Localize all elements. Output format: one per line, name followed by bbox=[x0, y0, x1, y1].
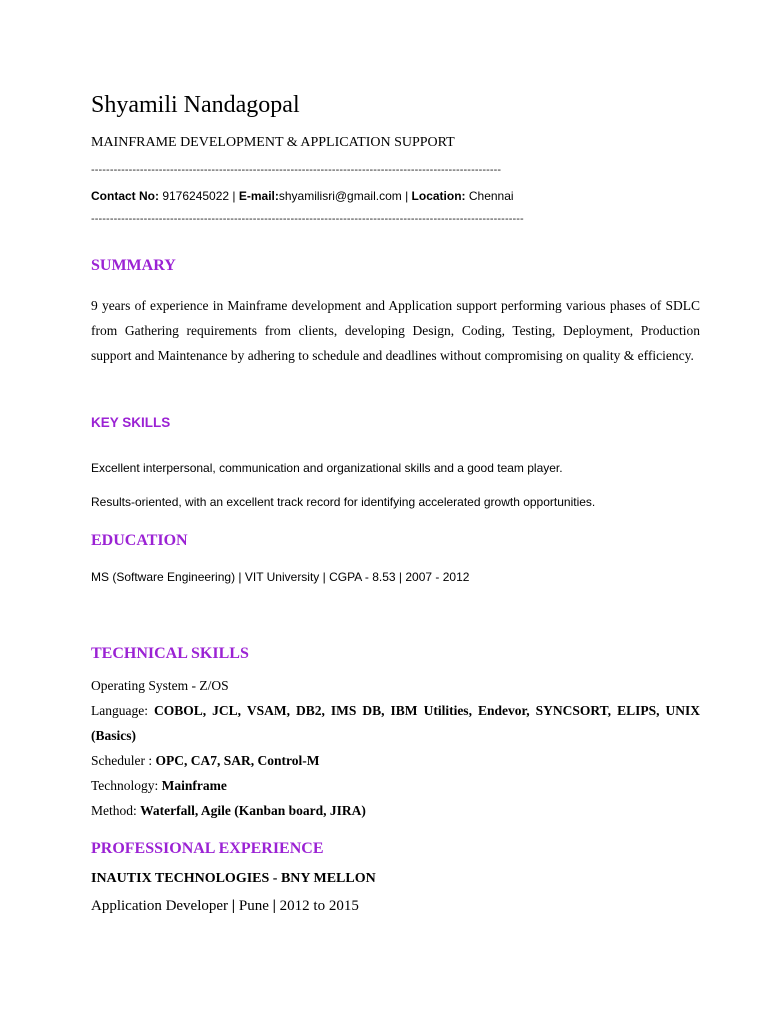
education-entry: MS (Software Engineering) | VIT University | CGPA - 8.53 | 2007 - 2012 bbox=[91, 570, 470, 584]
professional-experience-heading: PROFESSIONAL EXPERIENCE bbox=[91, 840, 324, 857]
company-name: INAUTIX TECHNOLOGIES - BNY MELLON bbox=[91, 871, 376, 886]
summary-text: 9 years of experience in Mainframe development and Application support performing various phases of SDLC from Gathering requirements from clients, developing Design, Coding, Testing, Deployment, Production support and Maintenance by adhering to schedule and deadlines without compromising on quality & efficiency. bbox=[91, 298, 700, 363]
os-label: Operating System - bbox=[91, 678, 200, 693]
scheduler-value: OPC, CA7, SAR, Control-M bbox=[155, 753, 320, 768]
operating-system-line bbox=[91, 673, 700, 698]
method-label: Method: bbox=[91, 803, 141, 818]
job-title: MAINFRAME DEVELOPMENT & APPLICATION SUPPORT bbox=[91, 135, 455, 150]
role-separator: | bbox=[268, 898, 280, 914]
role-title: Application Developer bbox=[91, 898, 229, 914]
location-value: Chennai bbox=[465, 189, 514, 203]
technology-label: Technology: bbox=[91, 778, 162, 793]
key-skill-item: Excellent interpersonal, communication and organizational skills and a good team player. bbox=[91, 461, 563, 475]
education-heading: EDUCATION bbox=[91, 532, 188, 549]
candidate-name: Shyamili Nandagopal bbox=[91, 92, 300, 118]
phone-label: Contact No: bbox=[91, 189, 159, 203]
os-value: Z/OS bbox=[199, 678, 229, 693]
language-value-continued: (Basics) bbox=[91, 728, 136, 743]
email-address[interactable]: shyamilisri@gmail.com | bbox=[278, 189, 412, 203]
scheduler-line bbox=[91, 748, 700, 773]
summary-heading: SUMMARY bbox=[91, 257, 176, 274]
role-separator: | bbox=[228, 898, 239, 914]
phone-number: 9176245022 | bbox=[159, 189, 239, 203]
divider-bottom: ------------------------------------------------------------------------------------------------------------------- bbox=[91, 213, 524, 225]
technology-value: Mainframe bbox=[161, 778, 227, 793]
email-label: E-mail: bbox=[238, 189, 279, 203]
key-skill-item: Results-oriented, with an excellent track record for identifying accelerated growth opportunities. bbox=[91, 495, 596, 509]
language-line bbox=[91, 698, 700, 723]
language-line-continued bbox=[91, 723, 700, 748]
method-value: Waterfall, Agile (Kanban board, JIRA) bbox=[140, 803, 366, 818]
contact-line bbox=[91, 189, 514, 203]
technology-line bbox=[91, 773, 700, 798]
technical-skills-heading: TECHNICAL SKILLS bbox=[91, 645, 249, 662]
language-label: Language: bbox=[91, 703, 154, 718]
role-period: 2012 to 2015 bbox=[279, 898, 359, 914]
role-location: Pune bbox=[238, 898, 269, 914]
role-line bbox=[91, 898, 359, 915]
location-label: Location: bbox=[411, 189, 466, 203]
method-line bbox=[91, 798, 700, 823]
key-skills-heading: KEY SKILLS bbox=[91, 415, 171, 430]
scheduler-label: Scheduler : bbox=[91, 753, 156, 768]
language-value: COBOL, JCL, VSAM, DB2, IMS DB, IBM Utilities, Endevor, SYNCSORT, ELIPS, UNIX bbox=[154, 703, 700, 718]
divider-top: ------------------------------------------------------------------------------------------------------------- bbox=[91, 164, 502, 176]
